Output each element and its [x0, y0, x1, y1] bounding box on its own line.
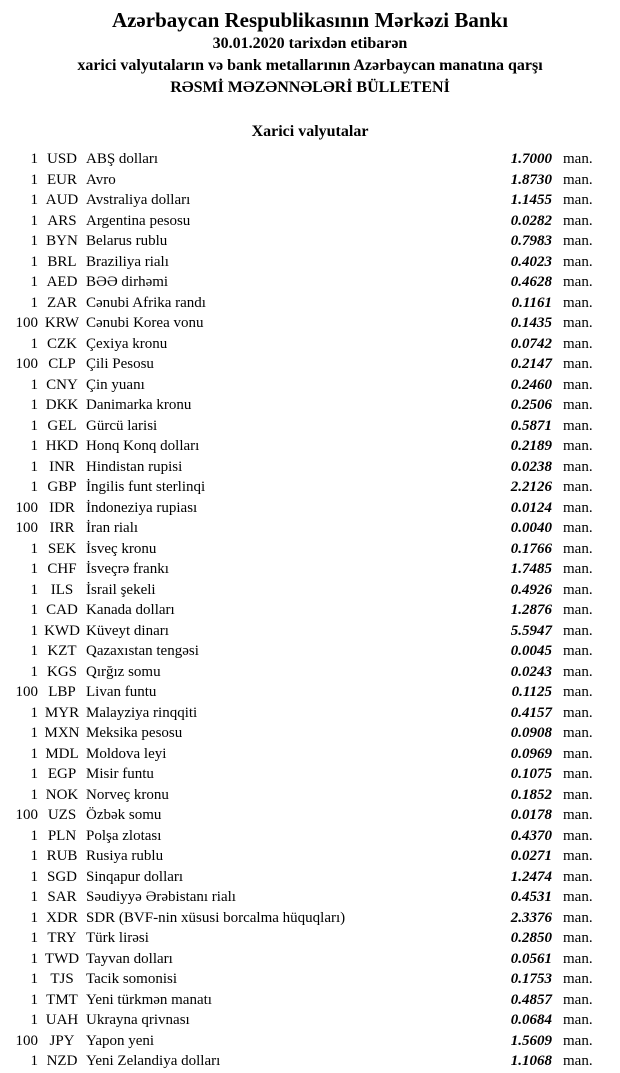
- exchange-rate: 0.5871: [510, 417, 552, 434]
- currency-code: KWD: [44, 622, 80, 639]
- section-title-foreign-currencies: Xarici valyutalar: [251, 123, 369, 140]
- unit-label: man.: [563, 479, 593, 495]
- nominal-value: 1: [30, 171, 38, 188]
- currency-name: Yeni Zelandiya dolları: [86, 1053, 221, 1069]
- exchange-rate: 0.4023: [510, 253, 552, 270]
- exchange-rate: 0.4628: [510, 274, 552, 290]
- exchange-rate: 0.1766: [510, 540, 552, 557]
- currency-name: Avro: [86, 171, 116, 188]
- table-row: [0, 436, 620, 457]
- nominal-value: 1: [30, 561, 38, 577]
- table-row: [0, 1051, 620, 1072]
- currency-code: SGD: [46, 868, 77, 885]
- currency-code: SAR: [47, 889, 77, 905]
- unit-label: man.: [563, 622, 593, 639]
- table-row: [0, 539, 620, 560]
- currency-code: CLP: [48, 356, 76, 372]
- nominal-value: 1: [30, 766, 38, 782]
- exchange-rate: 0.0045: [510, 643, 552, 659]
- table-row: [0, 395, 620, 416]
- nominal-value: 1: [30, 848, 38, 864]
- currency-code: HKD: [45, 438, 79, 454]
- table-row: [0, 785, 620, 806]
- unit-label: man.: [563, 745, 593, 762]
- currency-code: DKK: [45, 397, 79, 413]
- nominal-value: 1: [30, 663, 38, 680]
- unit-label: man.: [563, 909, 593, 926]
- table-row: [0, 231, 620, 252]
- currency-name: Tacik somonisi: [86, 971, 178, 987]
- table-row: [0, 457, 620, 478]
- exchange-rate: 0.4531: [510, 889, 552, 905]
- currency-name: Tayvan dolları: [86, 950, 173, 967]
- currency-name: Argentina pesosu: [86, 212, 191, 229]
- nominal-value: 1: [30, 745, 38, 762]
- currency-code: RUB: [46, 848, 78, 864]
- exchange-rate: 0.2506: [510, 397, 552, 413]
- currency-name: Qazaxıstan tengəsi: [86, 643, 199, 659]
- currency-name: Malayziya rinqqiti: [86, 704, 198, 721]
- unit-label: man.: [563, 663, 593, 680]
- unit-label: man.: [563, 212, 593, 229]
- currency-code: NOK: [45, 786, 79, 803]
- table-row: [0, 703, 620, 724]
- nominal-value: 1: [30, 930, 38, 946]
- bank-title: Azərbaycan Respublikasının Mərkəzi Bankı: [111, 8, 509, 32]
- table-row: [0, 887, 620, 908]
- table-row: [0, 252, 620, 273]
- nominal-value: 1: [30, 417, 38, 434]
- table-row: [0, 990, 620, 1011]
- currency-name: Cənubi Afrika randı: [86, 294, 206, 311]
- currency-name: İran rialı: [86, 520, 139, 536]
- exchange-rate: 5.5947: [510, 622, 552, 639]
- currency-code: BRL: [47, 253, 77, 270]
- table-row: [0, 559, 620, 580]
- unit-label: man.: [563, 438, 593, 454]
- nominal-value: 1: [30, 151, 38, 167]
- unit-label: man.: [563, 458, 593, 475]
- table-row: [0, 1031, 620, 1052]
- nominal-value: 1: [30, 889, 38, 905]
- exchange-rate: 0.0271: [510, 848, 552, 864]
- unit-label: man.: [563, 1032, 593, 1049]
- table-row: [0, 846, 620, 867]
- currency-name: Belarus rublu: [86, 233, 168, 249]
- exchange-rate: 0.1753: [510, 971, 552, 987]
- nominal-value: 1: [30, 991, 38, 1008]
- table-row: [0, 682, 620, 703]
- unit-label: man.: [563, 520, 593, 536]
- nominal-value: 1: [30, 438, 38, 454]
- currency-name: Honq Konq dolları: [86, 438, 200, 454]
- exchange-rate: 1.1068: [510, 1053, 552, 1069]
- unit-label: man.: [563, 643, 593, 659]
- currency-code: PLN: [47, 827, 77, 844]
- exchange-rate: 1.8730: [510, 171, 552, 188]
- currency-code: MDL: [45, 745, 79, 762]
- exchange-rate: 0.4370: [510, 827, 552, 844]
- currency-name: Qırğız somu: [86, 663, 161, 680]
- exchange-rate: 0.0282: [510, 212, 552, 229]
- unit-label: man.: [563, 397, 593, 413]
- nominal-value: 100: [15, 499, 38, 516]
- nominal-value: 1: [30, 622, 38, 639]
- unit-label: man.: [563, 684, 593, 700]
- currency-name: Özbək somu: [86, 807, 162, 823]
- currency-code: NZD: [46, 1053, 78, 1069]
- currency-name: Küveyt dinarı: [86, 622, 169, 639]
- unit-label: man.: [563, 827, 593, 844]
- currency-code: EUR: [47, 171, 77, 188]
- currency-code: CHF: [47, 561, 77, 577]
- currency-code: BYN: [46, 233, 78, 249]
- table-row: [0, 149, 620, 170]
- currency-name: Yapon yeni: [86, 1032, 155, 1049]
- nominal-value: 100: [15, 520, 38, 536]
- currency-name: Çili Pesosu: [86, 356, 154, 372]
- currency-name: Misir funtu: [86, 766, 154, 782]
- exchange-rate: 0.0124: [510, 499, 552, 516]
- table-row: [0, 764, 620, 785]
- unit-label: man.: [563, 602, 593, 618]
- exchange-rate: 0.4157: [510, 704, 552, 721]
- nominal-value: 1: [30, 253, 38, 270]
- exchange-rate: 0.2189: [510, 438, 552, 454]
- unit-label: man.: [563, 499, 593, 516]
- table-row: [0, 662, 620, 683]
- exchange-rate: 0.7983: [510, 233, 552, 249]
- currency-name: Çin yuanı: [86, 376, 145, 393]
- unit-label: man.: [563, 294, 593, 311]
- currency-code: GEL: [47, 417, 77, 434]
- currency-name: Livan funtu: [86, 684, 157, 700]
- currency-code: CNY: [46, 376, 78, 393]
- exchange-rate: 0.2460: [510, 376, 552, 393]
- nominal-value: 1: [30, 335, 38, 352]
- nominal-value: 1: [30, 479, 38, 495]
- nominal-value: 1: [30, 233, 38, 249]
- exchange-rate: 1.2474: [510, 868, 552, 885]
- table-row: [0, 928, 620, 949]
- nominal-value: 1: [30, 1053, 38, 1069]
- table-row: [0, 805, 620, 826]
- nominal-value: 100: [15, 684, 38, 700]
- currency-name: Braziliya rialı: [86, 253, 169, 270]
- nominal-value: 100: [15, 807, 38, 823]
- table-row: [0, 621, 620, 642]
- currency-name: Norveç kronu: [86, 786, 169, 803]
- unit-label: man.: [563, 417, 593, 434]
- exchange-rate: 2.3376: [510, 909, 552, 926]
- table-row: [0, 313, 620, 334]
- currency-name: İngilis funt sterlinqi: [86, 479, 206, 495]
- currency-name: Danimarka kronu: [86, 397, 192, 413]
- exchange-rate: 0.0908: [510, 725, 552, 741]
- table-row: [0, 477, 620, 498]
- currency-code: KRW: [44, 315, 80, 331]
- unit-label: man.: [563, 725, 593, 741]
- currency-code: ARS: [47, 212, 77, 229]
- currency-name: İndoneziya rupiası: [86, 499, 198, 516]
- currency-name: ABŞ dolları: [86, 151, 159, 167]
- table-row: [0, 723, 620, 744]
- currency-code: TJS: [50, 971, 74, 987]
- exchange-rate: 1.7000: [510, 151, 552, 167]
- currency-code: IDR: [49, 499, 75, 516]
- currency-name: Kanada dolları: [86, 602, 175, 618]
- nominal-value: 1: [30, 602, 38, 618]
- document-subtitle: xarici valyutaların və bank metallarının Azərbaycan manatına qarşı: [77, 57, 543, 74]
- currency-name: Türk lirəsi: [86, 930, 149, 946]
- currency-code: UZS: [47, 807, 77, 823]
- currency-name: İsveç kronu: [86, 540, 157, 557]
- nominal-value: 1: [30, 458, 38, 475]
- table-row: [0, 744, 620, 765]
- currency-code: ZAR: [47, 294, 77, 311]
- currency-code: TWD: [44, 950, 80, 967]
- currency-name: İsveçrə frankı: [86, 561, 169, 577]
- nominal-value: 1: [30, 540, 38, 557]
- nominal-value: 1: [30, 1012, 38, 1028]
- currency-code: IRR: [49, 520, 75, 536]
- exchange-rate: 0.1075: [510, 766, 552, 782]
- effective-date: 30.01.2020 tarixdən etibarən: [212, 35, 408, 52]
- unit-label: man.: [563, 315, 593, 331]
- unit-label: man.: [563, 704, 593, 721]
- nominal-value: 1: [30, 909, 38, 926]
- exchange-rate: 0.1435: [510, 315, 552, 331]
- nominal-value: 1: [30, 643, 38, 659]
- unit-label: man.: [563, 581, 593, 598]
- unit-label: man.: [563, 950, 593, 967]
- exchange-rate: 0.0040: [510, 520, 552, 536]
- table-row: [0, 908, 620, 929]
- currency-name: Yeni türkmən manatı: [86, 991, 212, 1008]
- currency-name: Səudiyyə Ərəbistanı rialı: [86, 889, 236, 905]
- unit-label: man.: [563, 848, 593, 864]
- exchange-rate: 0.1125: [511, 684, 552, 700]
- currency-name: Avstraliya dolları: [86, 192, 191, 208]
- exchange-rate: 0.2850: [510, 930, 552, 946]
- currency-code: AUD: [45, 192, 79, 208]
- nominal-value: 1: [30, 704, 38, 721]
- nominal-value: 1: [30, 950, 38, 967]
- currency-code: USD: [46, 151, 77, 167]
- nominal-value: 1: [30, 827, 38, 844]
- exchange-rate: 0.0969: [510, 745, 552, 762]
- document-header: [0, 0, 620, 99]
- currency-code: TMT: [46, 991, 78, 1008]
- exchange-rate: 0.4926: [510, 581, 552, 598]
- unit-label: man.: [563, 1012, 593, 1028]
- exchange-rate: 0.2147: [510, 356, 552, 372]
- exchange-rate: 0.0238: [510, 458, 552, 475]
- currency-name: Meksika pesosu: [86, 725, 183, 741]
- nominal-value: 100: [15, 1032, 38, 1049]
- unit-label: man.: [563, 971, 593, 987]
- exchange-rates-table: [0, 149, 620, 1072]
- unit-label: man.: [563, 376, 593, 393]
- unit-label: man.: [563, 151, 593, 167]
- exchange-rate: 1.5609: [510, 1032, 552, 1049]
- currency-name: Çexiya kronu: [86, 335, 168, 352]
- nominal-value: 1: [30, 397, 38, 413]
- table-row: [0, 416, 620, 437]
- exchange-rate: 0.1852: [510, 786, 552, 803]
- currency-code: LBP: [48, 684, 76, 700]
- table-row: [0, 334, 620, 355]
- nominal-value: 100: [15, 356, 38, 372]
- table-row: [0, 600, 620, 621]
- currency-code: KGS: [46, 663, 77, 680]
- nominal-value: 1: [30, 192, 38, 208]
- table-row: [0, 375, 620, 396]
- unit-label: man.: [563, 889, 593, 905]
- currency-code: KZT: [47, 643, 77, 659]
- currency-code: ILS: [50, 581, 74, 598]
- currency-code: CZK: [47, 335, 77, 352]
- currency-code: TRY: [47, 930, 77, 946]
- table-row: [0, 969, 620, 990]
- exchange-rate: 0.0243: [510, 663, 552, 680]
- currency-code: INR: [49, 458, 75, 475]
- unit-label: man.: [563, 171, 593, 188]
- currency-name: Sinqapur dolları: [86, 868, 184, 885]
- nominal-value: 100: [15, 315, 38, 331]
- table-row: [0, 170, 620, 191]
- exchange-rate: 2.2126: [510, 479, 552, 495]
- unit-label: man.: [563, 1053, 593, 1069]
- exchange-rate: 1.7485: [510, 561, 552, 577]
- table-row: [0, 354, 620, 375]
- table-row: [0, 211, 620, 232]
- exchange-rate: 0.0684: [510, 1012, 552, 1028]
- currency-code: MYR: [44, 704, 80, 721]
- exchange-rate: 1.1455: [510, 192, 552, 208]
- table-row: [0, 498, 620, 519]
- unit-label: man.: [563, 335, 593, 352]
- unit-label: man.: [563, 991, 593, 1008]
- nominal-value: 1: [30, 725, 38, 741]
- currency-name: BƏƏ dirhəmi: [86, 274, 169, 290]
- nominal-value: 1: [30, 868, 38, 885]
- table-row: [0, 641, 620, 662]
- unit-label: man.: [563, 561, 593, 577]
- unit-label: man.: [563, 253, 593, 270]
- table-row: [0, 949, 620, 970]
- unit-label: man.: [563, 540, 593, 557]
- bulletin-title: RƏSMİ MƏZƏNNƏLƏRİ BÜLLETENİ: [170, 79, 450, 96]
- table-row: [0, 272, 620, 293]
- nominal-value: 1: [30, 212, 38, 229]
- exchange-rate: 0.4857: [510, 991, 552, 1008]
- table-row: [0, 867, 620, 888]
- exchange-rate: 0.0178: [510, 807, 552, 823]
- exchange-rate: 0.1161: [511, 294, 552, 311]
- currency-code: MXN: [44, 725, 80, 741]
- currency-name: Moldova leyi: [86, 745, 167, 762]
- unit-label: man.: [563, 192, 593, 208]
- unit-label: man.: [563, 356, 593, 372]
- table-row: [0, 293, 620, 314]
- nominal-value: 1: [30, 581, 38, 598]
- currency-code: EGP: [47, 766, 77, 782]
- nominal-value: 1: [30, 786, 38, 803]
- currency-name: Rusiya rublu: [86, 848, 164, 864]
- currency-name: Hindistan rupisi: [86, 458, 183, 475]
- table-row: [0, 580, 620, 601]
- exchange-rate: 0.0561: [510, 950, 552, 967]
- currency-name: Ukrayna qrivnası: [86, 1012, 190, 1028]
- unit-label: man.: [563, 274, 593, 290]
- nominal-value: 1: [30, 971, 38, 987]
- currency-code: JPY: [49, 1032, 75, 1049]
- exchange-rate: 1.2876: [510, 602, 552, 618]
- unit-label: man.: [563, 766, 593, 782]
- unit-label: man.: [563, 786, 593, 803]
- table-row: [0, 1010, 620, 1031]
- table-row: [0, 190, 620, 211]
- currency-name: SDR (BVF-nin xüsusi borcalma hüquqları): [86, 909, 346, 926]
- currency-name: Cənubi Korea vonu: [86, 315, 204, 331]
- table-row: [0, 826, 620, 847]
- nominal-value: 1: [30, 274, 38, 290]
- nominal-value: 1: [30, 376, 38, 393]
- unit-label: man.: [563, 807, 593, 823]
- currency-name: İsrail şekeli: [86, 581, 156, 598]
- unit-label: man.: [563, 233, 593, 249]
- exchange-rate: 0.0742: [510, 335, 552, 352]
- currency-code: GBP: [47, 479, 77, 495]
- unit-label: man.: [563, 930, 593, 946]
- currency-code: CAD: [46, 602, 78, 618]
- table-row: [0, 518, 620, 539]
- currency-name: Gürcü larisi: [86, 417, 158, 434]
- nominal-value: 1: [30, 294, 38, 311]
- currency-code: UAH: [45, 1012, 79, 1028]
- currency-name: Polşa zlotası: [86, 827, 162, 844]
- currency-code: XDR: [46, 909, 78, 926]
- currency-code: SEK: [47, 540, 77, 557]
- unit-label: man.: [563, 868, 593, 885]
- currency-code: AED: [46, 274, 78, 290]
